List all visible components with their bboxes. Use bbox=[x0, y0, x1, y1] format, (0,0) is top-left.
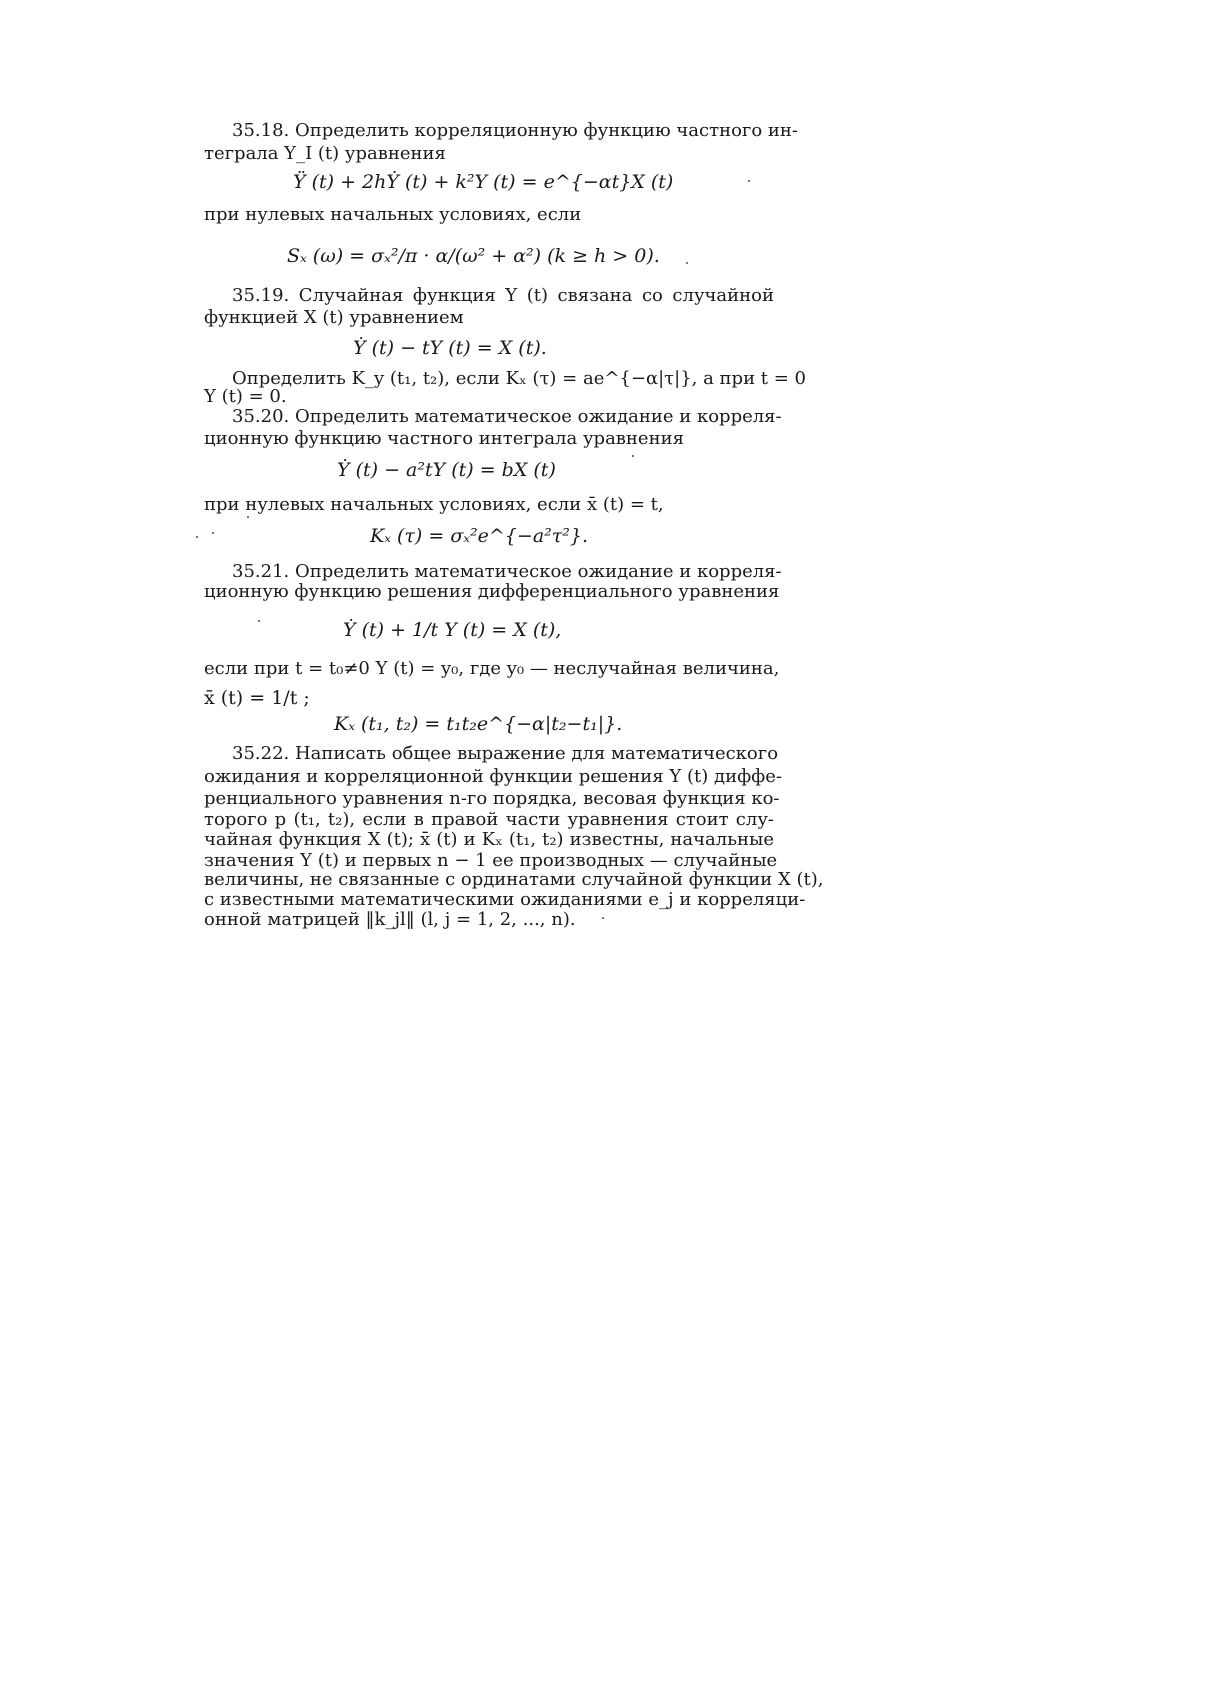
scan-speck bbox=[212, 532, 214, 534]
problem-35-22-line-8: с известными математическими ожиданиями e_j и корреляци- bbox=[204, 889, 806, 910]
problem-35-20-line-2: ционную функцию частного интеграла уравнения bbox=[204, 428, 684, 449]
scan-speck bbox=[632, 455, 634, 457]
problem-35-22-line-9: онной матрицей ‖k_jl‖ (l, j = 1, 2, ..., n). bbox=[204, 909, 576, 930]
problem-35-21-equation: Ẏ (t) + 1/t Y (t) = X (t), bbox=[343, 619, 562, 641]
problem-35-22-line-3: ренциального уравнения n-го порядка, весовая функция ко- bbox=[204, 788, 780, 809]
problem-35-20-line-1: 35.20. Определить математическое ожидание и корреля- bbox=[232, 406, 782, 427]
problem-35-22-line-5: чайная функция X (t); x̄ (t) и Kₓ (t₁, t₂) известны, начальные bbox=[204, 829, 774, 850]
problem-35-18-spectral-density: Sₓ (ω) = σₓ²/π · α/(ω² + α²) (k ≥ h > 0). bbox=[287, 245, 660, 267]
scan-speck bbox=[196, 536, 198, 538]
problem-35-22-line-2: ожидания и корреляционной функции решения Y (t) диффе- bbox=[204, 766, 782, 787]
problem-35-19-line-1: 35.19. Случайная функция Y (t) связана со случайной bbox=[232, 285, 774, 306]
scan-speck bbox=[748, 180, 750, 182]
problem-35-18-line-2: теграла Y_I (t) уравнения bbox=[204, 143, 446, 164]
problem-35-21-condition: если при t = t₀≠0 Y (t) = y₀, где y₀ — неслучайная величина, bbox=[204, 658, 780, 679]
problem-35-22-line-6: значения Y (t) и первых n − 1 ее производных — случайные bbox=[204, 850, 778, 871]
problem-35-19-question: Определить K_y (t₁, t₂), если Kₓ (τ) = ae^{−α|τ|}, а при t = 0 bbox=[232, 368, 806, 389]
scan-speck bbox=[258, 620, 260, 622]
scan-speck bbox=[602, 917, 604, 919]
problem-35-20-condition: при нулевых начальных условиях, если x̄ (t) = t, bbox=[204, 494, 664, 515]
problem-35-22-line-1: 35.22. Написать общее выражение для математического bbox=[232, 743, 779, 764]
scan-speck bbox=[247, 516, 249, 518]
problem-35-18-line-1: 35.18. Определить корреляционную функцию частного ин- bbox=[232, 120, 798, 141]
problem-35-21-correlation: Kₓ (t₁, t₂) = t₁t₂e^{−α|t₂−t₁|}. bbox=[334, 713, 623, 735]
problem-35-22-line-4: торого p (t₁, t₂), если в правой части уравнения стоит слу- bbox=[204, 809, 774, 830]
problem-35-21-mean: x̄ (t) = 1/t ; bbox=[204, 687, 310, 709]
problem-35-19-equation: Ẏ (t) − tY (t) = X (t). bbox=[353, 337, 547, 359]
scan-speck bbox=[686, 262, 688, 264]
problem-35-18-equation: Ÿ (t) + 2hẎ (t) + k²Y (t) = e^{−αt}X (t) bbox=[293, 171, 674, 193]
problem-35-19-line-2: функцией X (t) уравнением bbox=[204, 307, 464, 328]
problem-35-22-line-7: величины, не связанные с ординатами случайной функции X (t), bbox=[204, 869, 824, 890]
problem-35-19-initial-condition: Y (t) = 0. bbox=[204, 386, 287, 407]
problem-35-21-line-1: 35.21. Определить математическое ожидание и корреля- bbox=[232, 561, 782, 582]
problem-35-20-equation: Ẏ (t) − a²tY (t) = bX (t) bbox=[337, 459, 556, 481]
problem-35-18-condition: при нулевых начальных условиях, если bbox=[204, 204, 582, 225]
problem-35-20-correlation: Kₓ (τ) = σₓ²e^{−a²τ²}. bbox=[370, 525, 589, 547]
problem-35-21-line-2: ционную функцию решения дифференциального уравнения bbox=[204, 581, 780, 602]
